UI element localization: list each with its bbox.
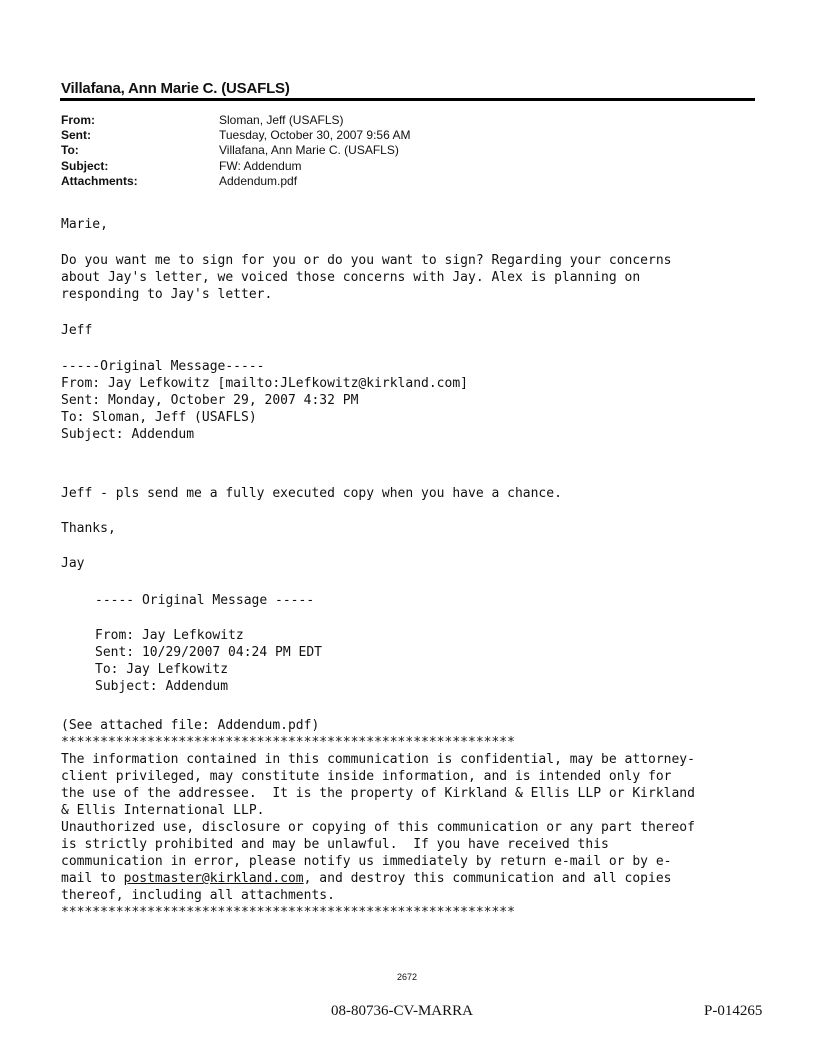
orig-from: From: Jay Lefkowitz [mailto:JLefkowitz@kirkland.com] xyxy=(61,376,468,391)
page-number: 2672 xyxy=(397,972,418,982)
postmaster-email-link[interactable]: postmaster@kirkland.com xyxy=(123,871,304,886)
disclaimer-line: communication in error, please notify us immediately by return e-mail or by e- xyxy=(61,854,672,869)
disclaimer-block xyxy=(61,717,695,921)
original-message-2-marker: ----- Original Message ----- xyxy=(95,593,315,608)
from-value: Sloman, Jeff (USAFLS) xyxy=(219,113,344,127)
star-separator: ********************************************************** xyxy=(61,735,515,750)
from-label: From: xyxy=(61,113,95,127)
header-rule xyxy=(60,98,755,101)
message-line: about Jay's letter, we voiced those concerns with Jay. Alex is planning on xyxy=(61,270,641,285)
message-paragraph xyxy=(61,252,671,303)
reply-text: Jeff - pls send me a fully executed copy when you have a chance. xyxy=(61,486,562,501)
disclaimer-line: client privileged, may constitute inside information, and is intended only for xyxy=(61,769,672,784)
orig2-subject: Subject: Addendum xyxy=(95,679,229,694)
from-row xyxy=(61,113,410,128)
disclaimer-line: thereof, including all attachments. xyxy=(61,888,335,903)
disclaimer-line: the use of the addressee. It is the property of Kirkland & Ellis LLP or Kirkland xyxy=(61,786,695,801)
original-message-1 xyxy=(61,358,468,443)
mail-to-suffix: , and destroy this communication and all copies xyxy=(303,871,672,886)
attached-file-note: (See attached file: Addendum.pdf) xyxy=(61,718,320,733)
to-row xyxy=(61,143,410,158)
disclaimer-line: is strictly prohibited and may be unlawful. If you have received this xyxy=(61,837,609,852)
orig-sent: Sent: Monday, October 29, 2007 4:32 PM xyxy=(61,393,359,408)
subject-row xyxy=(61,159,410,174)
thanks-text: Thanks, xyxy=(61,521,116,536)
original-message-marker: -----Original Message----- xyxy=(61,359,265,374)
orig2-to: To: Jay Lefkowitz xyxy=(95,662,229,677)
star-separator: ********************************************************** xyxy=(61,905,515,920)
message-line: responding to Jay's letter. xyxy=(61,287,273,302)
original-message-2 xyxy=(95,627,322,695)
email-header-fields xyxy=(61,113,410,189)
disclaimer-line: & Ellis International LLP. xyxy=(61,803,265,818)
disclaimer-line: The information contained in this communication is confidential, may be attorney- xyxy=(61,752,695,767)
subject-value: FW: Addendum xyxy=(219,158,302,173)
attachments-row xyxy=(61,174,410,189)
sender-name: Jay xyxy=(61,556,85,571)
mail-to-prefix: mail to xyxy=(61,871,124,886)
sent-value: Tuesday, October 30, 2007 9:56 AM xyxy=(219,128,411,143)
mailbox-owner-name: Villafana, Ann Marie C. (USAFLS) xyxy=(61,80,290,97)
message-line: Do you want me to sign for you or do you want to sign? Regarding your concerns xyxy=(61,253,672,268)
orig2-from: From: Jay Lefkowitz xyxy=(95,628,244,643)
greeting: Marie, xyxy=(61,217,108,232)
orig-subject: Subject: Addendum xyxy=(61,427,195,442)
attachments-value[interactable]: Addendum.pdf xyxy=(219,173,298,188)
subject-label: Subject: xyxy=(61,158,109,173)
orig-to: To: Sloman, Jeff (USAFLS) xyxy=(61,410,257,425)
to-label: To: xyxy=(61,143,79,158)
sent-row xyxy=(61,128,410,143)
orig2-sent: Sent: 10/29/2007 04:24 PM EDT xyxy=(95,645,322,660)
case-number: 08-80736-CV-MARRA xyxy=(331,1003,473,1019)
sent-label: Sent: xyxy=(61,128,91,143)
disclaimer-line xyxy=(61,870,695,887)
signoff: Jeff xyxy=(61,323,93,338)
disclaimer-line: Unauthorized use, disclosure or copying of this communication or any part thereof xyxy=(61,820,695,835)
attachments-label: Attachments: xyxy=(61,173,138,188)
to-value: Villafana, Ann Marie C. (USAFLS) xyxy=(219,143,399,158)
bates-number: P-014265 xyxy=(704,1003,763,1019)
